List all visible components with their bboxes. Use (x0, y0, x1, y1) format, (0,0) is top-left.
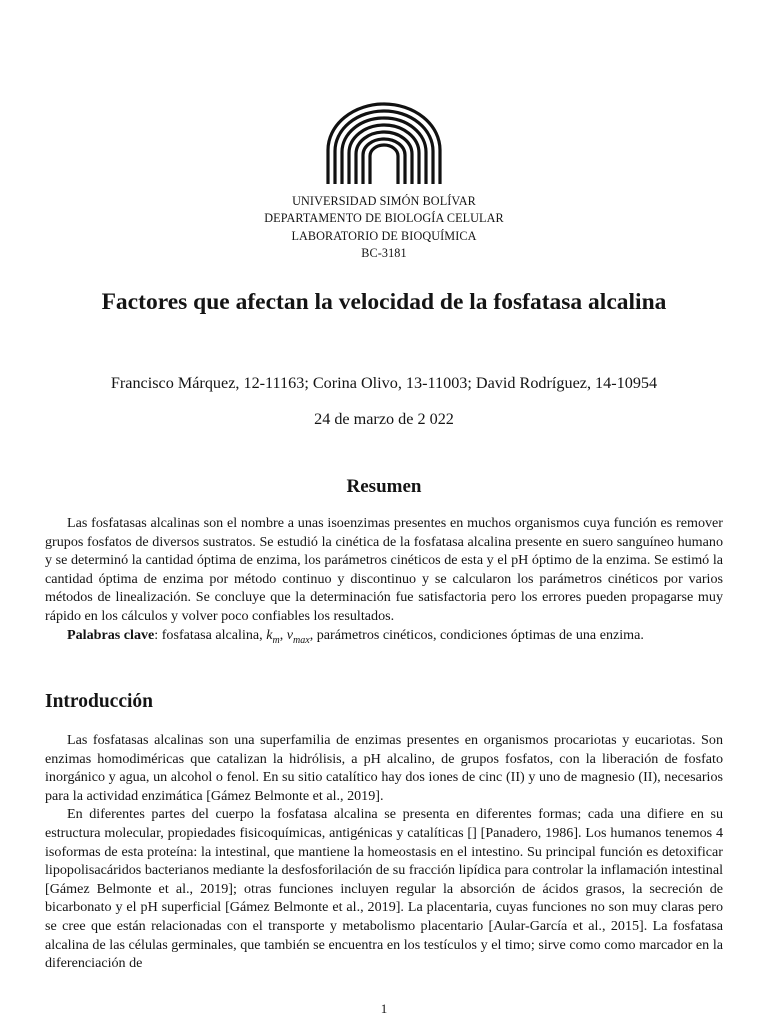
course-code: BC-3181 (361, 246, 407, 261)
institution-line: LABORATORIO DE BIOQUÍMICA (291, 228, 477, 243)
university-logo (322, 100, 446, 190)
abstract-text: Las fosfatasas alcalinas son el nombre a unas isoenzimas presentes en muchos organismos cuya función es remover grupos fosfatos de diversos sustratos. Se estudió la cinética de la fosfatasa alcalina presente en suero sanguíneo humano y se determinó la cantidad óptima de enzima, los parámetros cinéticos de esta y el pH óptimo de la enzima. Se estimó la cantidad óptima de enzima por método continuo y discontinuo y se calcularon los parámetros cinéticos por varios métodos de linealización. Se concluye que la determinación fue satisfactoria pero los errores pueden propagarse muy rápido en los cálculos y volver poco confiables los resultados. (45, 515, 723, 624)
introduction-heading: Introducción (45, 691, 153, 712)
page-number: 1 (380, 1001, 388, 1016)
institution-line: DEPARTAMENTO DE BIOLOGÍA CELULAR (264, 211, 504, 226)
paper-title: Factores que afectan la velocidad de la fosfatasa alcalina (101, 289, 667, 315)
vmax-subscript: max (293, 634, 310, 646)
institution-header (0, 193, 768, 263)
introduction-paragraph: En diferentes partes del cuerpo la fosfatasa alcalina se presenta en diferentes formas; cada una difiere en su estructura molecular, propiedades fisicoquímicas, antigénicas y catalíticas [] [Panadero, 1986]. Los humanos tenemos 4 isoformas de esta proteína: la intestinal, que mantiene la homeostasis en el intestino. Su principal función es detoxificar lipopolisacáridos bacterianos mediante la desfosforilación de su fracción lipídica para controlar la inflamación intestinal [Gámez Belmonte et al., 2019]; otras funciones incluyen regular la absorción de ácidos grasos, la secreción de bicarbonato y el pH superficial [Gámez Belmonte et al., 2019]. La placentaria, cuyas funciones no son muy claras pero se cree que están relacionadas con el transporte y metabolismo placentario [Aular-García et al., 2015]. La fosfatasa alcalina de las células germinales, que también se encuentra en los testículos y el timo; sirve como como marcador en la diferenciación de (45, 806, 723, 972)
vmax-symbol: v (286, 626, 294, 643)
abstract (45, 514, 723, 650)
introduction-paragraph: Las fosfatasas alcalinas son una superfamilia de enzimas presentes en organismos procariotas y eucariotas. Son enzimas homodiméricas que catalizan la hidrólisis, a pH alcalino, de grupos fosfatos, con la liberación de fosfato inorgánico y agua, un alcohol o fenol. En su sitio catalítico hay dos iones de cinc (II) y uno de magnesio (II), necesarios para la actividad enzimática [Gámez Belmonte et al., 2019]. (45, 732, 723, 804)
keywords-text-end: , parámetros cinéticos, condiciones óptimas de una enzima. (309, 626, 644, 643)
keywords-separator: , (279, 626, 287, 643)
date: 24 de marzo de 2 022 (314, 410, 454, 428)
introduction-body (45, 731, 723, 973)
abstract-heading: Resumen (346, 476, 422, 497)
institution-line: UNIVERSIDAD SIMÓN BOLÍVAR (292, 194, 476, 208)
authors: Francisco Márquez, 12-11163; Corina Olivo, 13-11003; David Rodríguez, 14-10954 (110, 374, 658, 392)
keywords (45, 626, 723, 650)
keywords-label: Palabras clave (67, 626, 155, 643)
keywords-text: : fosfatasa alcalina, (154, 626, 267, 643)
km-symbol: k (266, 626, 273, 643)
km-subscript: m (272, 634, 280, 646)
